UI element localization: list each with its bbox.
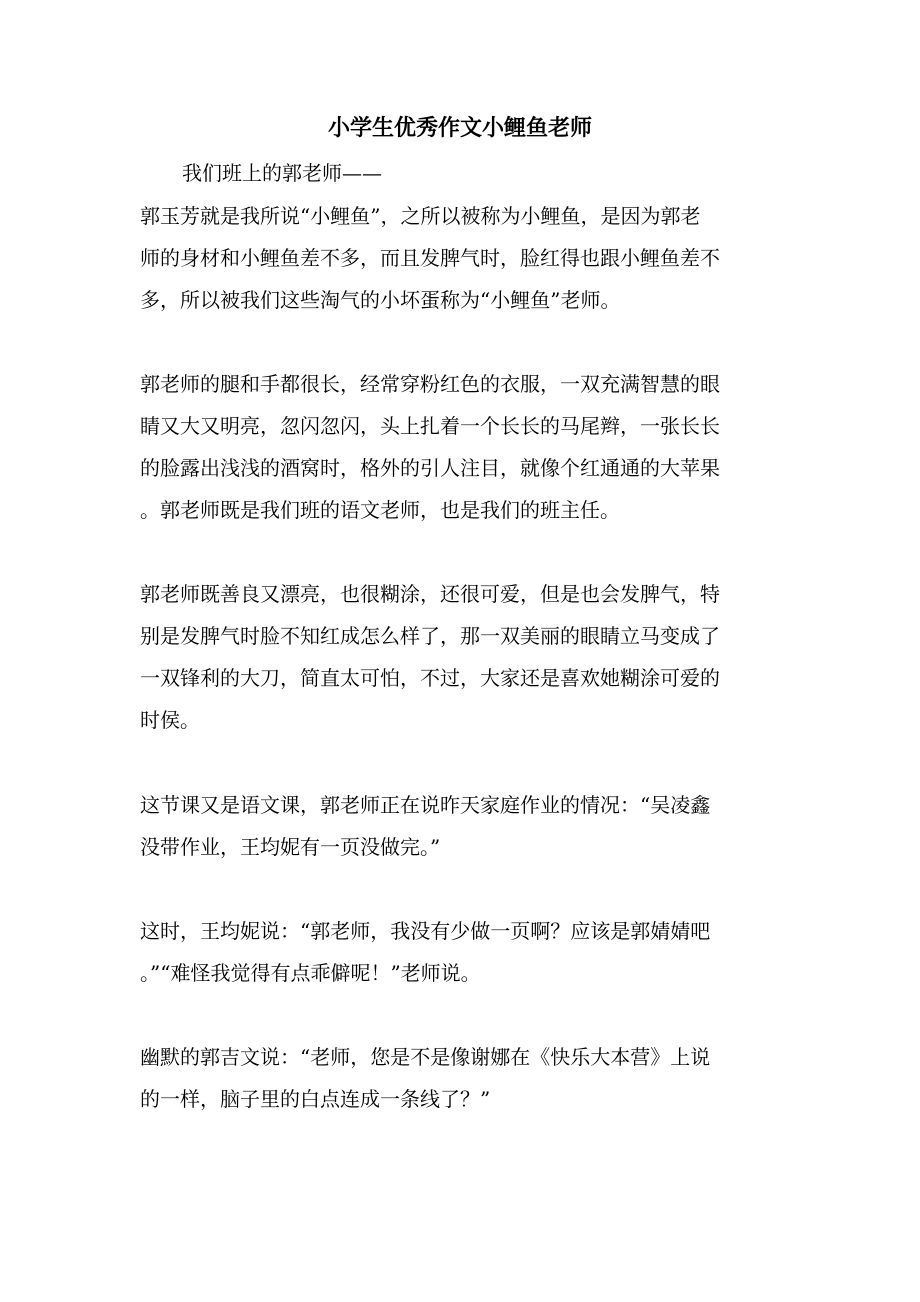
paragraph-line: 幽默的郭吉文说：“老师，您是不是像谢娜在《快乐大本营》上说 [140, 1045, 711, 1069]
paragraph-line: 多，所以被我们这些淘气的小坏蛋称为“小鲤鱼”老师。 [140, 288, 621, 312]
paragraph-line: 的一样，脑子里的白点连成一条线了？” [140, 1087, 491, 1111]
paragraph-line: 郭老师既善良又漂亮，也很糊涂，还很可爱，但是也会发脾气，特 [140, 582, 720, 606]
paragraph-line: 这节课又是语文课，郭老师正在说昨天家庭作业的情况：“吴凌鑫 [140, 793, 711, 817]
paragraph-line: 没带作业，王均妮有一页没做完。” [140, 835, 441, 859]
paragraph-line: 我们班上的郭老师—— [182, 161, 382, 185]
paragraph-line: 郭老师的腿和手都很长，经常穿粉红色的衣服，一双充满智慧的眼 [140, 372, 720, 396]
paragraph-line: 别是发脾气时脸不知红成怎么样了，那一双美丽的眼睛立马变成了 [140, 624, 720, 648]
paragraph-line: 。郭老师既是我们班的语文老师，也是我们的班主任。 [140, 498, 620, 522]
paragraph-line: 师的身材和小鲤鱼差不多，而且发脾气时，脸红得也跟小鲤鱼差不 [140, 246, 720, 270]
paragraph-line: 时侯。 [140, 708, 200, 732]
paragraph-line: 。”“难怪我觉得有点乖僻呢！”老师说。 [140, 961, 481, 985]
paragraph-line: 郭玉芳就是我所说“小鲤鱼”，之所以被称为小鲤鱼，是因为郭老 [140, 204, 701, 228]
paragraph-line: 睛又大又明亮，忽闪忽闪，头上扎着一个长长的马尾辫，一张长长 [140, 414, 720, 438]
paragraph-line: 一双锋利的大刀，简直太可怕，不过，大家还是喜欢她糊涂可爱的 [140, 666, 720, 690]
document-title: 小学生优秀作文小鲤鱼老师 [327, 115, 592, 141]
paragraph-line: 这时，王均妮说：“郭老师，我没有少做一页啊？应该是郭婧婧吧 [140, 919, 711, 943]
paragraph-line: 的脸露出浅浅的酒窝时，格外的引人注目，就像个红通通的大苹果 [140, 456, 720, 480]
